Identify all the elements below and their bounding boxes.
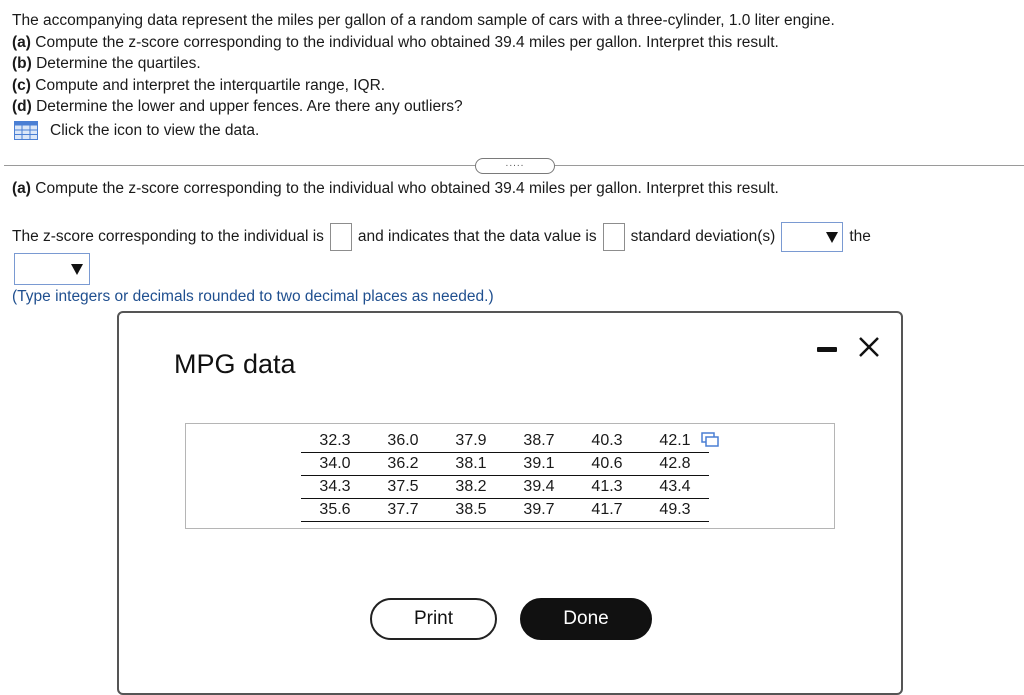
- table-cell: 42.8: [641, 453, 709, 476]
- table-cell: 36.0: [369, 430, 437, 453]
- print-button[interactable]: Print: [370, 598, 497, 640]
- dialog-title: MPG data: [174, 349, 296, 379]
- table-cell: 37.5: [369, 476, 437, 499]
- table-cell: 38.1: [437, 453, 505, 476]
- answer-hint: (Type integers or decimals rounded to two decimal places as needed.): [12, 288, 494, 305]
- done-button[interactable]: Done: [520, 598, 652, 640]
- table-row: [301, 453, 709, 476]
- view-data-link[interactable]: [14, 121, 259, 140]
- table-cell: 39.4: [505, 476, 573, 499]
- table-cell: 40.6: [573, 453, 641, 476]
- table-cell: 39.1: [505, 453, 573, 476]
- question-intro: The accompanying data represent the miles per gallon of a random sample of cars with a three-cylinder, 1.0 liter engine.: [12, 12, 835, 29]
- question-part-c: (c) Compute and interpret the interquartile range, IQR.: [12, 76, 386, 94]
- std-dev-count-input[interactable]: [603, 223, 625, 251]
- table-cell: 39.7: [505, 499, 573, 522]
- table-cell: 35.6: [301, 499, 369, 522]
- table-cell: 38.7: [505, 430, 573, 453]
- table-cell: 37.7: [369, 499, 437, 522]
- z-score-input[interactable]: [330, 223, 352, 251]
- part-a-heading: (a) Compute the z-score corresponding to the individual who obtained 39.4 miles per gallon. Interpret this result.: [12, 180, 779, 197]
- question-part-b: (b) Determine the quartiles.: [12, 55, 201, 72]
- table-cell: 34.3: [301, 476, 369, 499]
- table-cell: 43.4: [641, 476, 709, 499]
- table-cell: 36.2: [369, 453, 437, 476]
- sentence-segment-4: the: [849, 228, 871, 245]
- close-icon[interactable]: [855, 333, 883, 361]
- sentence-segment-3: standard deviation(s): [630, 228, 776, 245]
- question-part-d: (d) Determine the lower and upper fences. Are there any outliers?: [12, 98, 463, 115]
- view-data-label: Click the icon to view the data.: [50, 121, 260, 139]
- copy-icon[interactable]: [701, 432, 719, 448]
- table-cell: 41.7: [573, 499, 641, 522]
- table-row: [301, 476, 709, 499]
- table-cell: 41.3: [573, 476, 641, 499]
- direction-select[interactable]: [781, 222, 843, 252]
- data-table-frame: [185, 423, 835, 529]
- question-part-a: (a) Compute the z-score corresponding to the individual who obtained 39.4 miles per gallon. Interpret this result.: [12, 33, 779, 51]
- minimize-icon[interactable]: [817, 347, 837, 352]
- table-cell: 38.2: [437, 476, 505, 499]
- chevron-down-icon: [71, 264, 83, 275]
- table-cell: 32.3: [301, 430, 369, 453]
- answer-sentence: [12, 222, 871, 252]
- collapse-toggle[interactable]: .....: [475, 158, 555, 174]
- mpg-table: [301, 430, 709, 522]
- table-cell: 37.9: [437, 430, 505, 453]
- grid-icon[interactable]: [14, 121, 38, 140]
- mpg-data-dialog: [117, 311, 903, 695]
- table-row: [301, 499, 709, 522]
- table-cell: 49.3: [641, 499, 709, 522]
- table-cell: 38.5: [437, 499, 505, 522]
- comparison-select[interactable]: [14, 253, 90, 285]
- table-cell: 42.1: [641, 430, 709, 453]
- sentence-segment-2: and indicates that the data value is: [357, 228, 597, 245]
- table-row: [301, 430, 709, 453]
- sentence-segment-1: The z-score corresponding to the individual is: [12, 228, 324, 245]
- chevron-down-icon: [826, 232, 838, 243]
- question-text: [12, 10, 835, 118]
- table-cell: 40.3: [573, 430, 641, 453]
- table-cell: 34.0: [301, 453, 369, 476]
